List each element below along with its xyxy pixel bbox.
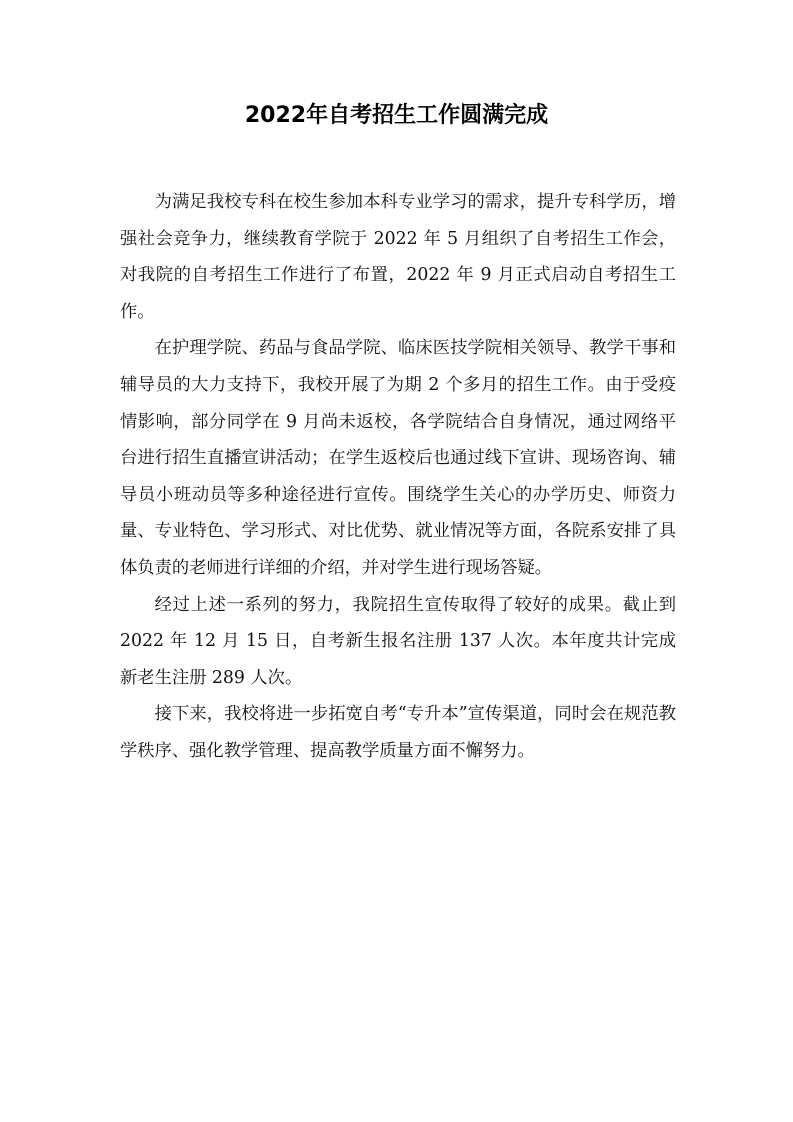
paragraph-4: 接下来，我校将进一步拓宽自考“专升本”宣传渠道，同时会在规范教学秩序、强化教学管理、提高教学质量方面不懈努力。	[120, 704, 676, 761]
paragraph-1: 为满足我校专科在校生参加本科专业学习的需求，提升专科学历，增强社会竞争力，继续教育学院于 2022 年 5 月组织了自考招生工作会，对我院的自考招生工作进行了布置，2022 年 9 月正式启动自考招生工作。	[120, 192, 676, 322]
document-title: 2022年自考招生工作圆满完成	[244, 103, 549, 128]
paragraph-3: 经过上述一系列的努力，我院招生宣传取得了较好的成果。截止到 2022 年 12 月 15 日，自考新生报名注册 137 人次。本年度共计完成新老生注册 289 人次。	[120, 594, 676, 688]
document-body	[120, 184, 676, 770]
paragraph-2: 在护理学院、药品与食品学院、临床医技学院相关领导、教学干事和辅导员的大力支持下，我校开展了为期 2 个多月的招生工作。由于受疫情影响，部分同学在 9 月尚未返校，各学院结合自身情况，通过网络平台进行招生直播宣讲活动；在学生返校后也通过线下宣讲、现场咨询、辅导员小班动员等多种途径进行宣传。围绕学生关心的办学历史、师资力量、专业特色、学习形式、对比优势、就业情况等方面，各院系安排了具体负责的老师进行详细的介绍，并对学生进行现场答疑。	[120, 338, 676, 578]
